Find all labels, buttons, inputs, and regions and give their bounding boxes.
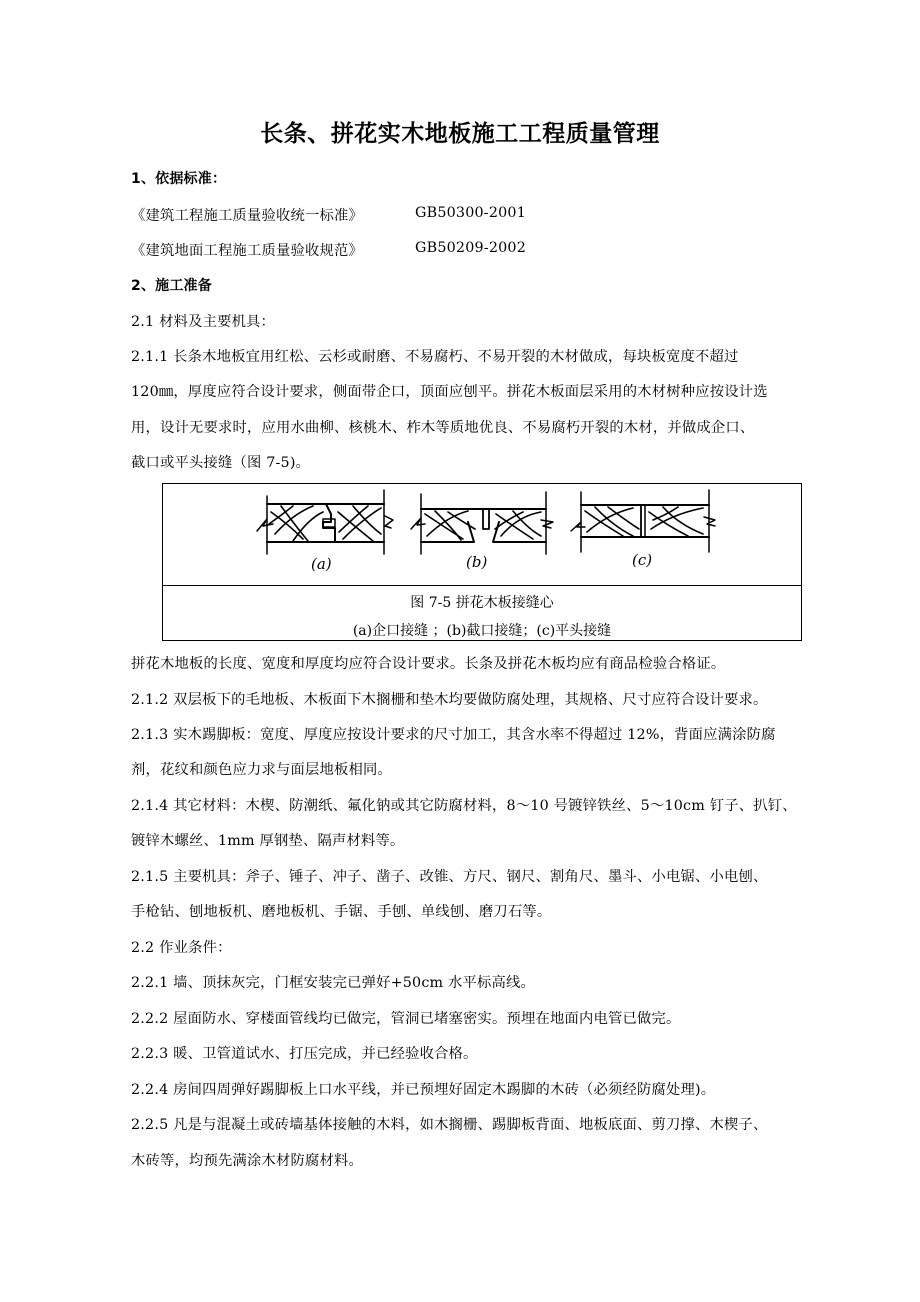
paragraph-line: 2.2.2 屋面防水、穿楼面管线均已做完，管洞已堵塞密实。预埋在地面内电管已做完。 bbox=[131, 1011, 681, 1027]
paragraph-line: 2.2.1 墙、顶抹灰完，门框安装完已弹好+50cm 水平标高线。 bbox=[131, 975, 536, 991]
paragraph-line: 2.1.2 双层板下的毛地板、木板面下木搁栅和垫木均要做防腐处理，其规格、尺寸应符合设计要求。 bbox=[131, 692, 768, 708]
section-heading-preparation: 2、施工准备 bbox=[131, 278, 212, 294]
standard-code: GB50209-2002 bbox=[415, 240, 527, 256]
figure-subcaption: (a)企口接缝 ；(b)截口接缝；(c)平头接缝 bbox=[352, 623, 612, 639]
standard-name: 《建筑工程施工质量验收统一标准》 bbox=[131, 208, 363, 224]
figure-drawing bbox=[163, 484, 801, 586]
figure-sublabel-b: (b) bbox=[466, 553, 488, 571]
document-title: 长条、拼花实木地板施工工程质量管理 bbox=[260, 121, 660, 147]
paragraph-line: 2.1.4 其它材料：木楔、防潮纸、氟化钠或其它防腐材料，8～10 号镀锌铁丝、5～10cm 钉子、扒钉、 bbox=[131, 798, 797, 814]
standard-item bbox=[131, 205, 731, 225]
paragraph-line: 2.1.1 长条木地板宜用红松、云杉或耐磨、不易腐朽、不易开裂的木材做成，每块板宽度不超过 bbox=[131, 349, 739, 365]
paragraph-line: 手枪钻、刨地板机、磨地板机、手锯、手刨、单线刨、磨刀石等。 bbox=[131, 904, 552, 920]
paragraph-line: 拼花木地板的长度、宽度和厚度均应符合设计要求。长条及拼花木板均应有商品检验合格证。 bbox=[131, 656, 726, 672]
paragraph-line: 2.2.3 暖、卫管道试水、打压完成，并已经验收合格。 bbox=[131, 1046, 478, 1062]
paragraph-line: 120㎜，厚度应符合设计要求，侧面带企口，顶面应刨平。拼花木板面层采用的木材树种应按设计选 bbox=[131, 384, 768, 400]
paragraph-line: 剂，花纹和颜色应力求与面层地板相同。 bbox=[131, 762, 392, 778]
figure-sublabel-c: (c) bbox=[632, 551, 653, 569]
paragraph-line: 2.1 材料及主要机具： bbox=[131, 314, 276, 330]
paragraph-line: 2.1.3 实木踢脚板：宽度、厚度应按设计要求的尺寸加工，其含水率不得超过 12%，背面应满涂防腐 bbox=[131, 727, 776, 743]
joint-a-drawing bbox=[257, 490, 393, 554]
paragraph-line: 木砖等，均预先满涂木材防腐材料。 bbox=[131, 1153, 363, 1169]
figure-7-5 bbox=[162, 483, 802, 641]
paragraph-line: 2.2.5 凡是与混凝土或砖墙基体接触的木料，如木搁栅、踢脚板背面、地板底面、剪刀撑、木楔子、 bbox=[131, 1117, 768, 1133]
section-heading-basis: 1、依据标准： bbox=[131, 171, 227, 187]
standard-item bbox=[131, 240, 731, 260]
figure-caption: 图 7-5 拼花木板接缝心 bbox=[410, 595, 554, 611]
joint-c-drawing bbox=[571, 490, 715, 552]
figure-sublabel-a: (a) bbox=[311, 555, 332, 573]
paragraph-line: 用，设计无要求时，应用水曲柳、核桃木、柞木等质地优良、不易腐朽开裂的木材，并做成企口、 bbox=[131, 420, 755, 436]
standard-code: GB50300-2001 bbox=[415, 205, 527, 221]
paragraph-line: 2.2.4 房间四周弹好踢脚板上口水平线，并已预埋好固定木踢脚的木砖（必须经防腐处理)。 bbox=[131, 1082, 716, 1098]
paragraph-line: 2.2 作业条件： bbox=[131, 940, 232, 956]
standard-name: 《建筑地面工程施工质量验收规范》 bbox=[131, 243, 363, 259]
paragraph-line: 镀锌木螺丝、1mm 厚钢垫、隔声材料等。 bbox=[131, 833, 405, 849]
paragraph-line: 2.1.5 主要机具：斧子、锤子、冲子、凿子、改锥、方尺、钢尺、割角尺、墨斗、小电锯、小电刨、 bbox=[131, 869, 768, 885]
paragraph-line: 截口或平头接缝（图 7-5)。 bbox=[131, 455, 311, 471]
joint-b-drawing bbox=[411, 492, 553, 554]
